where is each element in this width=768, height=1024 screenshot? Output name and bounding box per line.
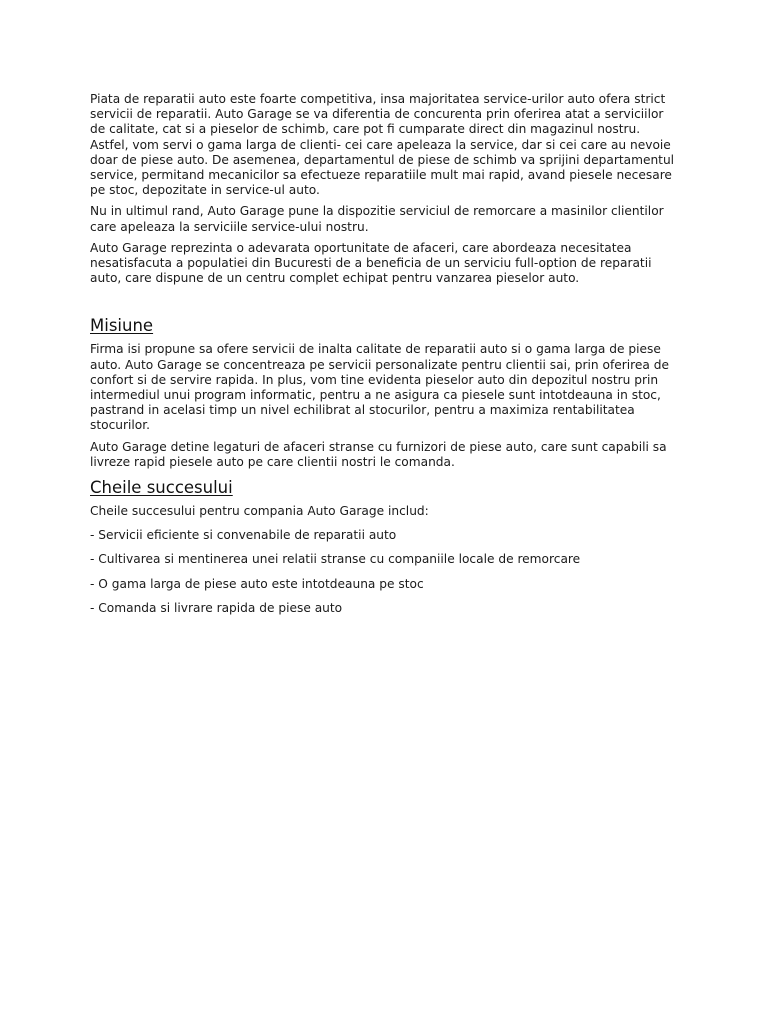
list-item: - Servicii eficiente si convenabile de reparatii auto (90, 528, 397, 543)
intro-paragraph-1: Piata de reparatii auto este foarte competitiva, insa majoritatea service-urilor auto ofera strict servicii de reparatii. Auto Garage se va diferentia de concurenta prin oferirea atat a serviciilor de calitate, cat si a pieselor de schimb, care pot fi cumparate direct din magazinul nostru. Astfel, vom servi o gama larga de clienti- cei care apeleaza la service, dar si cei care au nevoie doar de piese auto. De asemenea, departamentul de piese de schimb va sprijini departamentul service, permitand mecanicilor sa efectueze reparatiile mult mai rapid, avand piesele necesare pe stoc, depozitate in service-ul auto. (90, 92, 675, 198)
mission-heading: Misiune (90, 316, 154, 336)
mission-paragraph-2: Auto Garage detine legaturi de afaceri stranse cu furnizori de piese auto, care sunt capabili sa livreze rapid piesele auto pe care clientii nostri le comanda. (90, 439, 667, 469)
keys-heading: Cheile succesului (90, 478, 233, 498)
keys-intro: Cheile succesului pentru compania Auto Garage includ: (90, 504, 429, 519)
intro-paragraph-3: Auto Garage reprezinta o adevarata oportunitate de afaceri, care abordeaza necesitatea nesatisfacuta a populatiei din Bucuresti de a beneficia de un serviciu full-option de reparatii auto, care dispune de un centru complet echipat pentru vanzarea pieselor auto. (90, 240, 652, 286)
intro-paragraph-2: Nu in ultimul rand, Auto Garage pune la dispozitie serviciul de remorcare a masinilor clientilor care apeleaza la serviciile service-ului nostru. (90, 204, 664, 234)
list-item: - Cultivarea si mentinerea unei relatii stranse cu companiile locale de remorcare (90, 552, 581, 567)
section-spacer (90, 292, 680, 316)
list-item: - O gama larga de piese auto este intotdeauna pe stoc (90, 576, 424, 591)
mission-paragraph-1: Firma isi propune sa ofere servicii de inalta calitate de reparatii auto si o gama larga de piese auto. Auto Garage se concentreaza pe servicii personalizate pentru clientii sai, prin oferirea de confort si de servire rapida. In plus, vom tine evidenta pieselor auto din depozitul nostru prin intermediul unui program informatic, pentru a ne asigura ca piesele sunt intotdeauna in stoc, pastrand in acelasi timp un nivel echilibrat al stocurilor, pentru a maximiza rentabilitatea stocurilor. (90, 342, 669, 433)
document-page (90, 92, 680, 625)
list-item: - Comanda si livrare rapida de piese auto (90, 600, 343, 615)
